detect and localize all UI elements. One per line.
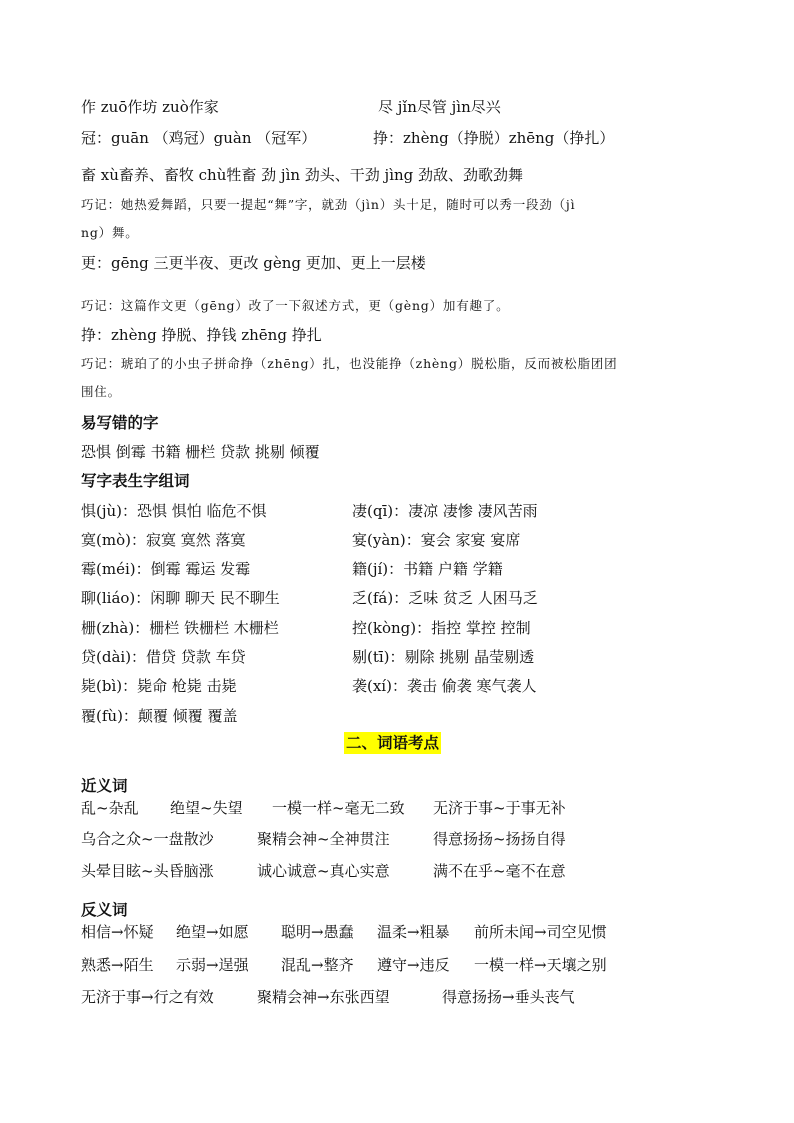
synonym-pair: 聚精会神~全神贯注 <box>257 830 390 848</box>
word-entry-left: 寞(mò)：寂寞 寞然 落寞 <box>81 531 246 549</box>
word-entry-right: 籍(jí)：书籍 户籍 学籍 <box>352 560 503 578</box>
mnemonic-1-cont: ng）舞。 <box>81 225 139 240</box>
word-entry-left: 覆(fù)：颠覆 倾覆 覆盖 <box>81 707 238 725</box>
synonym-pair: 满不在乎~毫不在意 <box>433 862 566 880</box>
antonym-pair: 示弱→逞强 <box>176 956 249 974</box>
synonym-pair: 一模一样~毫无二致 <box>272 799 405 817</box>
mnemonic-1: 巧记：她热爱舞蹈，只要一提起“舞”字，就劲（jìn）头十足，随时可以秀一段劲（jì <box>81 197 576 212</box>
antonym-pair: 无济于事→行之有效 <box>81 988 214 1006</box>
heading-write-words: 写字表生字组词 <box>81 472 190 490</box>
word-entry-right: 宴(yàn)：宴会 家宴 宴席 <box>352 531 521 549</box>
easy-wrong-words: 恐惧 倒霉 书籍 栅栏 贷款 挑剔 倾覆 <box>81 443 320 461</box>
mnemonic-3-cont: 围住。 <box>81 384 121 399</box>
word-entry-left: 贷(dài)：借贷 贷款 车贷 <box>81 648 246 666</box>
heading-easy-wrong: 易写错的字 <box>81 414 159 432</box>
word-entry-left: 栅(zhà)：栅栏 铁栅栏 木栅栏 <box>81 619 279 637</box>
heading-synonyms: 近义词 <box>81 777 128 795</box>
word-entry-right: 剔(tī)：剔除 挑剔 晶莹剔透 <box>352 648 535 666</box>
word-entry-right: 控(kòng)：指控 掌控 控制 <box>352 619 531 637</box>
synonym-pair: 诚心诚意~真心实意 <box>257 862 390 880</box>
antonym-pair: 前所未闻→司空见惯 <box>474 923 607 941</box>
antonym-pair: 聪明→愚蠢 <box>281 923 354 941</box>
synonym-pair: 乌合之众~一盘散沙 <box>81 830 214 848</box>
antonym-pair: 遵守→违反 <box>377 956 450 974</box>
synonym-pair: 乱~杂乱 <box>81 799 139 817</box>
antonym-pair: 绝望→如愿 <box>176 923 249 941</box>
word-entry-left: 聊(liáo)：闲聊 聊天 民不聊生 <box>81 589 280 607</box>
mnemonic-2: 巧记：这篇作文更（gēng）改了一下叙述方式，更（gèng）加有趣了。 <box>81 298 510 313</box>
text-line-geng: 更：gēng 三更半夜、更改 gèng 更加、更上一层楼 <box>81 254 426 272</box>
synonym-pair: 绝望~失望 <box>170 799 243 817</box>
antonym-pair: 一模一样→天壤之别 <box>474 956 607 974</box>
antonym-pair: 得意扬扬→垂头丧气 <box>442 988 575 1006</box>
section-title-highlighted: 二、词语考点 <box>346 734 440 752</box>
antonym-pair: 聚精会神→东张西望 <box>257 988 390 1006</box>
mnemonic-3: 巧记：琥珀了的小虫子拼命挣（zhēng）扎，也没能挣（zhèng）脱松脂，反而被松脂团团 <box>81 356 618 371</box>
antonym-pair: 温柔→粗暴 <box>377 923 450 941</box>
text-line-guan: 冠：guān （鸡冠）guàn （冠军） <box>81 129 317 147</box>
text-line-jin: 尽 jǐn尽管 jìn尽兴 <box>378 98 501 116</box>
synonym-pair: 得意扬扬~扬扬自得 <box>433 830 566 848</box>
synonym-pair: 头晕目眩~头昏脑涨 <box>81 862 214 880</box>
word-entry-left: 霉(méi)：倒霉 霉运 发霉 <box>81 560 251 578</box>
antonym-pair: 熟悉→陌生 <box>81 956 154 974</box>
word-entry-left: 惧(jù)：恐惧 惧怕 临危不惧 <box>81 502 267 520</box>
word-entry-right: 凄(qī)：凄凉 凄惨 凄风苦雨 <box>352 502 538 520</box>
text-line-chu-jin: 畜 xù畜养、畜牧 chù牲畜 劲 jìn 劲头、干劲 jìng 劲敌、劲歌劲舞 <box>81 166 524 184</box>
antonym-pair: 混乱→整齐 <box>281 956 354 974</box>
word-entry-right: 袭(xí)：袭击 偷袭 寒气袭人 <box>352 677 537 695</box>
heading-antonyms: 反义词 <box>81 901 128 919</box>
synonym-pair: 无济于事~于事无补 <box>433 799 566 817</box>
text-line-zheng-b: 挣：zhèng 挣脱、挣钱 zhēng 挣扎 <box>81 326 322 344</box>
antonym-pair: 相信→怀疑 <box>81 923 154 941</box>
word-entry-left: 毙(bì)：毙命 枪毙 击毙 <box>81 677 237 695</box>
word-entry-right: 乏(fá)：乏味 贫乏 人困马乏 <box>352 589 538 607</box>
text-line-zheng-a: 挣：zhèng（挣脱）zhēng（挣扎） <box>373 129 615 147</box>
text-line-zuo: 作 zuō作坊 zuò作家 <box>81 98 219 116</box>
